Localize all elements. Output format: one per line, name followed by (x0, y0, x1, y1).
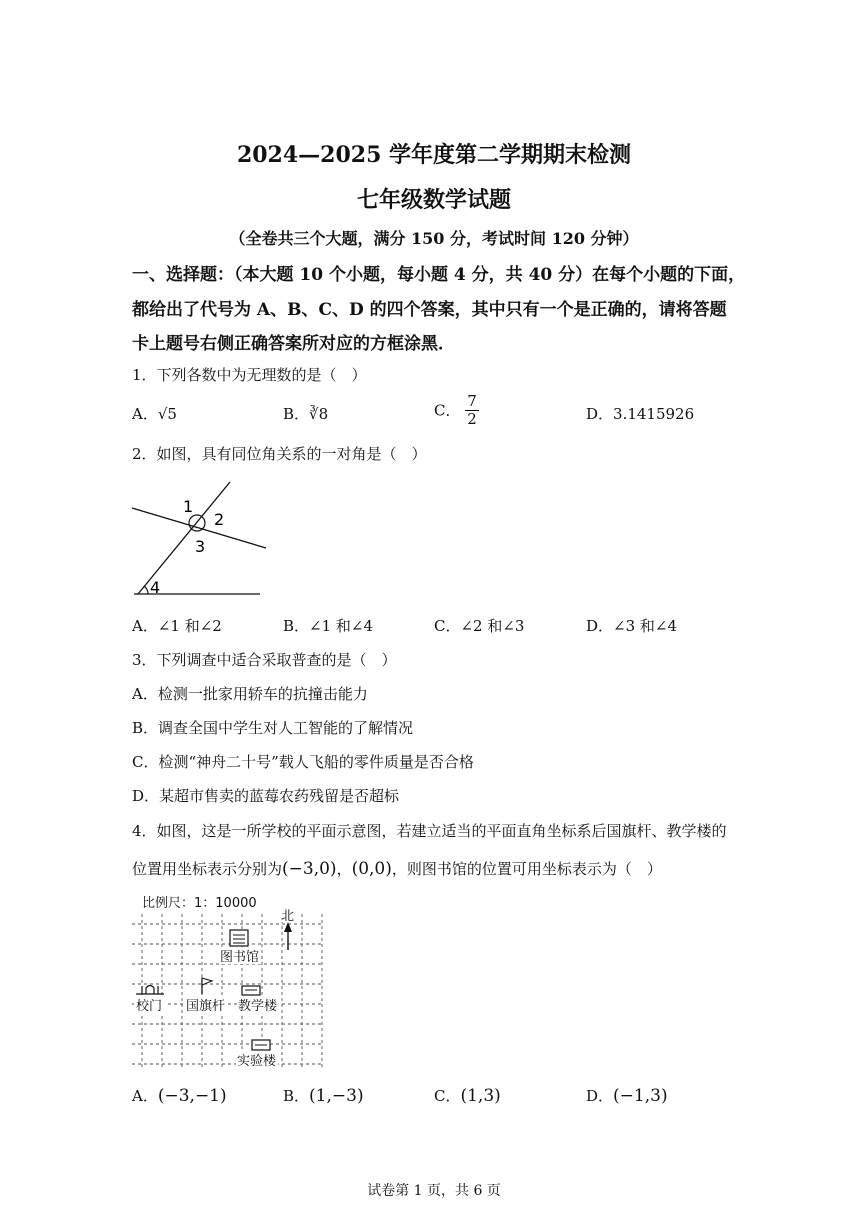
section1-line1: 一、选择题：（本大题 10 个小题，每小题 4 分，共 40 分）在每个小题的下面， (132, 265, 746, 285)
q4-coord-teaching: (0,0) (351, 859, 392, 879)
q4-map-north: 北 (281, 909, 295, 924)
q4-school-map (128, 890, 328, 1072)
section1-line3: 卡上题号右侧正确答案所对应的方框涂黑． (132, 334, 455, 354)
q1-option-c (434, 393, 479, 427)
q1-option-d (586, 403, 694, 424)
q3-option-a: A．检测一批家用轿车的抗撞击能力 (132, 685, 368, 703)
q4-map-gate: 校门 (136, 999, 163, 1014)
q2-angle4-arc (144, 586, 148, 594)
q4-stem-pre: 位置用坐标表示分别为 (132, 860, 283, 878)
section1-line2: 都给出了代号为 A、B、C、D 的四个答案，其中只有一个是正确的，请将答题 (132, 300, 727, 320)
q2-label-4: 4 (150, 578, 161, 597)
exam-note: （全卷共三个大题，满分 150 分，考试时间 120 分钟） (229, 229, 639, 248)
exam-subtitle: 七年级数学试题 (356, 187, 511, 213)
gate-icon (136, 986, 164, 995)
q4-option-d (586, 1085, 668, 1106)
q1-option-a-label: A． (132, 405, 158, 423)
q1-option-b-label: B． (283, 405, 310, 423)
q2-option-d: D．∠3 和∠4 (586, 617, 678, 635)
q1-option-c-label: C． (434, 401, 461, 420)
q3-option-b: B．调查全国中学生对人工智能的了解情况 (132, 719, 414, 737)
q4-option-a (132, 1085, 227, 1106)
q4-map-flagpole: 国旗杆 (186, 999, 226, 1014)
library-icon (230, 930, 248, 946)
q2-angle-figure (128, 478, 273, 600)
q1-option-c-numerator: 7 (467, 392, 477, 410)
q2-option-c: C．∠2 和∠3 (434, 617, 525, 635)
q4-stem-line1: 4．如图，这是一所学校的平面示意图，若建立适当的平面直角坐标系后国旗杆、教学楼的 (132, 822, 727, 840)
q4-option-d-value: (−1,3) (613, 1086, 668, 1106)
q1-option-d-label: D． (586, 405, 614, 423)
q2-stem: 2．如图，具有同位角关系的一对角是（ ） (132, 445, 427, 463)
q1-option-b (283, 403, 328, 424)
q4-map-teaching: 教学楼 (238, 999, 278, 1014)
q4-option-d-label: D． (586, 1087, 614, 1105)
q4-option-c (434, 1085, 501, 1106)
q2-label-3: 3 (195, 537, 206, 556)
q1-option-c-denominator: 2 (467, 409, 477, 428)
q1-option-c-fraction (465, 393, 479, 427)
north-arrow-icon (284, 922, 292, 950)
q4-stem-sep: ， (336, 860, 352, 878)
q4-option-c-label: C． (434, 1087, 461, 1105)
q4-map-grid (132, 914, 322, 1068)
lab-building-icon (252, 1040, 270, 1050)
q4-option-a-label: A． (132, 1087, 158, 1105)
teaching-building-icon (242, 986, 260, 995)
q4-option-a-value: (−3,−1) (157, 1086, 227, 1106)
q2-option-a: A．∠1 和∠2 (132, 617, 222, 635)
q4-coord-flagpole: (−3,0) (282, 859, 337, 879)
q1-option-b-value: ∛8 (309, 405, 329, 423)
q4-option-b-label: B． (283, 1087, 310, 1105)
q1-option-a (132, 403, 177, 424)
q3-stem: 3．下列调查中适合采取普查的是（ ） (132, 651, 397, 669)
q4-stem-line2 (132, 858, 662, 879)
q1-option-a-value: √5 (157, 405, 177, 423)
q4-option-c-value: (1,3) (460, 1086, 501, 1106)
q4-option-b-value: (1,−3) (309, 1086, 364, 1106)
q4-map-lab: 实验楼 (237, 1054, 277, 1069)
q2-label-2: 1 (183, 497, 194, 516)
flag-icon (202, 978, 212, 994)
q3-option-c: C．检测“神舟二十号”载人飞船的零件质量是否合格 (132, 753, 474, 771)
q4-map-library: 图书馆 (220, 950, 260, 965)
q4-stem-post: ，则图书馆的位置可用坐标表示为（ ） (391, 860, 662, 878)
q2-option-b: B．∠1 和∠4 (283, 617, 374, 635)
q4-option-b (283, 1085, 364, 1106)
q2-label-1: 2 (214, 510, 225, 529)
q1-stem: 1．下列各数中为无理数的是（ ） (132, 366, 367, 384)
q1-option-d-value: 3.1415926 (613, 405, 695, 423)
q4-map-scale: 比例尺：1：10000 (142, 896, 257, 911)
page-footer: 试卷第 1 页，共 6 页 (367, 1183, 501, 1199)
exam-title: 2024—2025 学年度第二学期期末检测 (236, 142, 632, 168)
q3-option-d: D．某超市售卖的蓝莓农药残留是否超标 (132, 787, 400, 805)
